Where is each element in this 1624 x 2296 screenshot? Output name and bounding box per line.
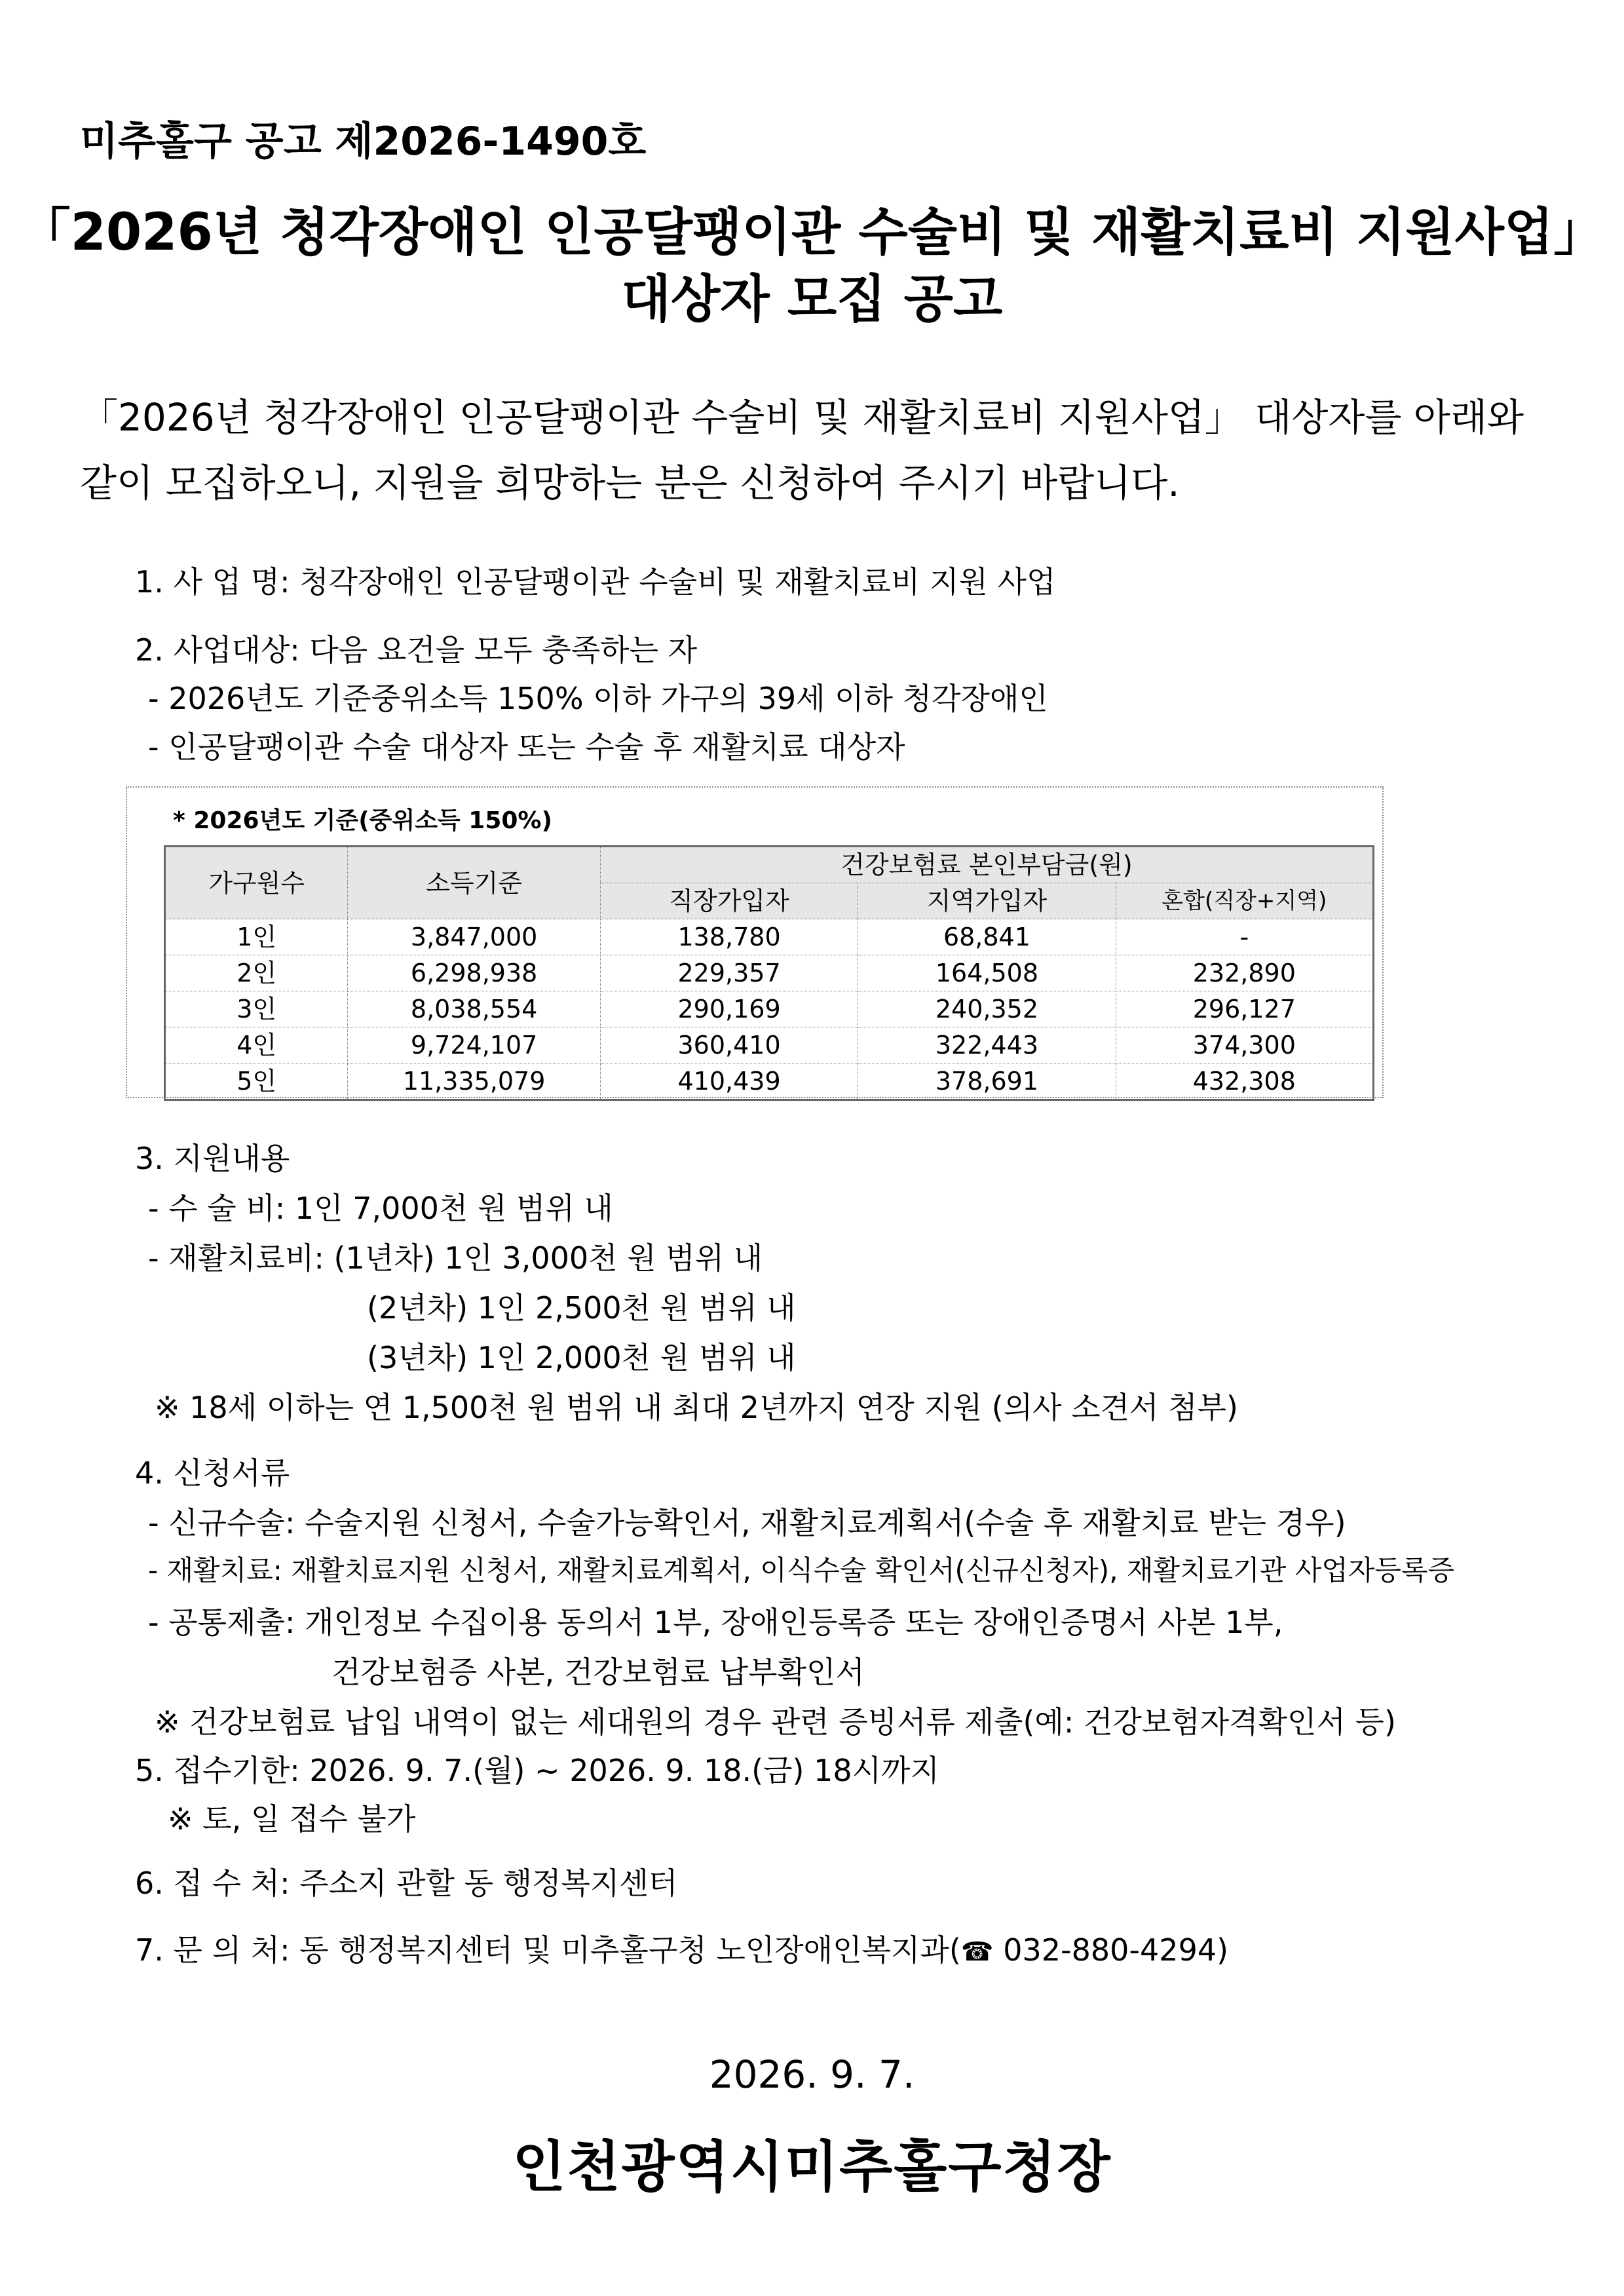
support-rehab-year3: (3년차) 1인 2,000천 원 범위 내 [367,1340,796,1375]
inquiry-text: 7. 문 의 처: 동 행정복지센터 및 미추홀구청 노인장애인복지과( [135,1932,961,1968]
notice-date: 2026. 9. 7. [709,2052,915,2097]
table-cell: - [1116,919,1373,955]
table-row [165,919,1374,955]
table-caption: * 2026년도 기준(중위소득 150%) [173,807,552,834]
documents-common-cont: 건강보험증 사본, 건강보험료 납부확인서 [331,1655,865,1690]
table-cell: 232,890 [1116,955,1373,991]
title-line-2: 대상자 모집 공고 [621,270,1003,329]
documents-common: - 공통제출: 개인정보 수집이용 동의서 1부, 장애인등록증 또는 장애인증명서 사본 1부, [148,1605,1283,1640]
issuer: 인천광역시미추홀구청장 [512,2135,1112,2199]
table-cell: 229,357 [600,955,858,991]
table-cell: 322,443 [858,1027,1116,1063]
deadline-note: ※ 토, 일 접수 불가 [168,1801,416,1837]
section-inquiry [135,1926,1228,1970]
table-cell: 4인 [165,1027,348,1063]
support-rehab-year1: - 재활치료비: (1년차) 1인 3,000천 원 범위 내 [148,1240,763,1276]
table-cell: 432,308 [1116,1063,1373,1100]
target-item-2: - 인공달팽이관 수술 대상자 또는 수술 후 재활치료 대상자 [148,729,905,765]
support-note: ※ 18세 이하는 연 1,500천 원 범위 내 최대 2년까지 연장 지원 (의사 소견서 첨부) [155,1390,1238,1425]
table-cell: 290,169 [600,991,858,1027]
header-household: 가구원수 [165,847,348,919]
header-regional: 지역가입자 [858,883,1116,919]
table-cell: 296,127 [1116,991,1373,1027]
header-workplace: 직장가입자 [600,883,858,919]
section-target: 2. 사업대상: 다음 요건을 모두 충족하는 자 [135,632,698,668]
notice-number: 미추홀구 공고 제2026-1490호 [80,119,647,164]
table-cell: 374,300 [1116,1027,1373,1063]
telephone-icon: ☎ [960,1937,994,1967]
table-cell: 410,439 [600,1063,858,1100]
section-reception: 6. 접 수 처: 주소지 관할 동 행정복지센터 [135,1866,678,1901]
target-item-1: - 2026년도 기준중위소득 150% 이하 가구의 39세 이하 청각장애인 [148,681,1048,716]
title-line-1: 「2026년 청각장애인 인공달팽이관 수술비 및 재활치료비 지원사업」 [19,203,1605,262]
table-cell: 3인 [165,991,348,1027]
table-cell: 360,410 [600,1027,858,1063]
table-cell: 240,352 [858,991,1116,1027]
section-business-name: 1. 사 업 명: 청각장애인 인공달팽이관 수술비 및 재활치료비 지원 사업 [135,564,1056,600]
table-cell: 68,841 [858,919,1116,955]
table-cell: 2인 [165,955,348,991]
intro-line-1: 「2026년 청각장애인 인공달팽이관 수술비 및 재활치료비 지원사업」 대상자를 아래와 [80,395,1524,440]
income-table [164,845,1374,1101]
documents-note: ※ 건강보험료 납입 내역이 없는 세대원의 경우 관련 증빙서류 제출(예: 건강보험자격확인서 등) [155,1704,1396,1740]
table-row [165,991,1374,1027]
table-cell: 138,780 [600,919,858,955]
table-row [165,1027,1374,1063]
section-deadline: 5. 접수기한: 2026. 9. 7.(월) ~ 2026. 9. 18.(금) 18시까지 [135,1753,939,1788]
header-income: 소득기준 [348,847,601,919]
header-insurance: 건강보험료 본인부담금(원) [600,847,1373,883]
section-support: 3. 지원내용 [135,1141,290,1176]
support-rehab-year2: (2년차) 1인 2,500천 원 범위 내 [367,1290,796,1326]
table-row [165,1063,1374,1100]
table-cell: 9,724,107 [348,1027,601,1063]
support-surgery: - 수 술 비: 1인 7,000천 원 범위 내 [148,1191,613,1226]
table-cell: 6,298,938 [348,955,601,991]
inquiry-phone: 032-880-4294) [1003,1932,1229,1968]
table-cell: 11,335,079 [348,1063,601,1100]
documents-new-surgery: - 신규수술: 수술지원 신청서, 수술가능확인서, 재활치료계획서(수술 후 재활치료 받는 경우) [148,1505,1346,1540]
table-cell: 5인 [165,1063,348,1100]
section-documents: 4. 신청서류 [135,1455,290,1491]
table-cell: 3,847,000 [348,919,601,955]
table-cell: 164,508 [858,955,1116,991]
header-mixed: 혼합(직장+지역) [1116,883,1373,919]
income-table-box [126,786,1384,1098]
intro-line-2: 같이 모집하오니, 지원을 희망하는 분은 신청하여 주시기 바랍니다. [80,461,1180,505]
table-cell: 1인 [165,919,348,955]
table-row [165,955,1374,991]
table-cell: 8,038,554 [348,991,601,1027]
table-cell: 378,691 [858,1063,1116,1100]
documents-rehab: - 재활치료: 재활치료지원 신청서, 재활치료계획서, 이식수술 확인서(신규신청자), 재활치료기관 사업자등록증 [148,1554,1455,1586]
